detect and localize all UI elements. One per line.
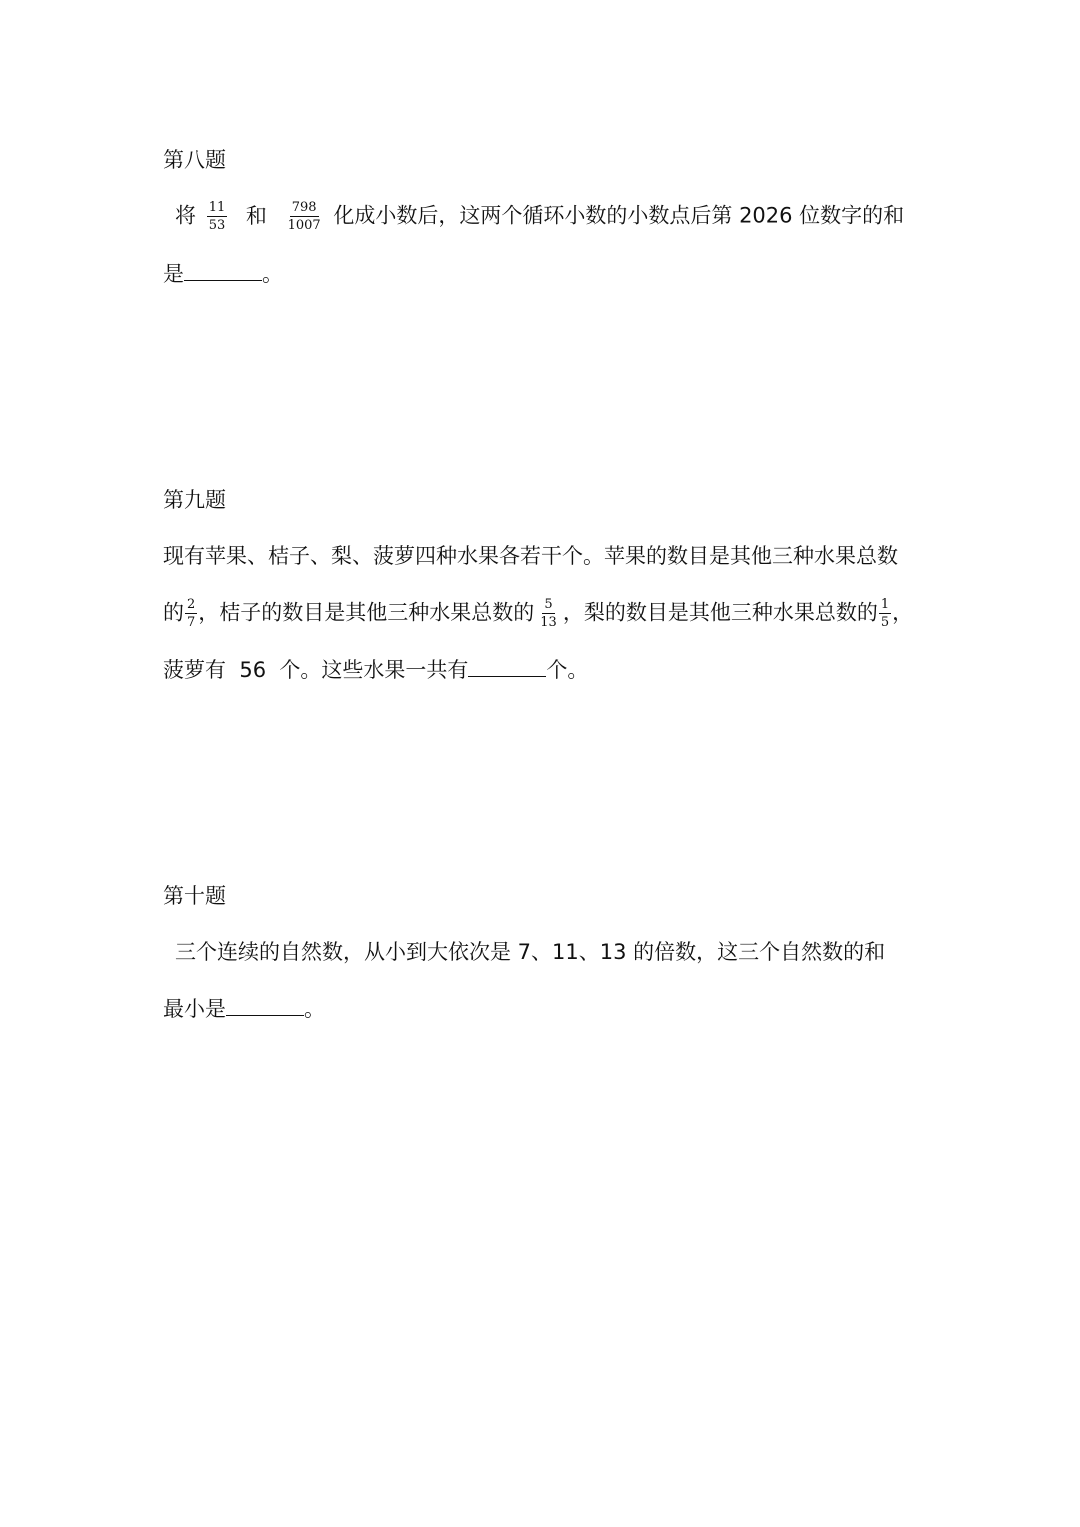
q9-fraction-1-numerator: 2 bbox=[187, 597, 196, 612]
q10-line-1: 三个连续的自然数，从小到大依次是 7、11、13 的倍数，这三个自然数的和 bbox=[175, 940, 886, 964]
q9-line-2 bbox=[163, 597, 913, 630]
q8-fraction-1-numerator: 11 bbox=[208, 200, 226, 215]
q8-text-post: 化成小数后，这两个循环小数的小数点后第 2026 位数字的和 bbox=[333, 203, 905, 228]
q9-line-3 bbox=[163, 655, 588, 685]
q8-line-1 bbox=[175, 200, 904, 233]
q10-line-2 bbox=[163, 994, 325, 1024]
q9-heading: 第九题 bbox=[163, 488, 226, 512]
q9-fraction-1-denominator: 7 bbox=[187, 615, 196, 630]
q8-fraction-2 bbox=[286, 200, 323, 233]
q9-line3-pre: 菠萝有 56 个。这些水果一共有 bbox=[163, 658, 469, 682]
q10-answer-blank[interactable] bbox=[226, 997, 304, 1016]
q9-fraction-2-numerator: 5 bbox=[544, 597, 553, 612]
q8-fraction-1 bbox=[207, 200, 228, 233]
q8-answer-blank[interactable] bbox=[184, 262, 262, 281]
q9-fraction-3-numerator: 1 bbox=[880, 597, 890, 612]
q8-line2-post: 。 bbox=[262, 262, 283, 286]
q8-fraction-2-denominator: 1007 bbox=[287, 218, 321, 233]
q9-fraction-3-denominator: 5 bbox=[880, 615, 890, 630]
q9-line-1: 现有苹果、桔子、梨、菠萝四种水果各若干个。苹果的数目是其他三种水果总数 bbox=[163, 544, 898, 568]
q8-line-2 bbox=[163, 259, 283, 289]
q9-text-a: 的 bbox=[163, 600, 184, 625]
q10-line2-post: 。 bbox=[304, 997, 325, 1021]
q8-fraction-2-numerator: 798 bbox=[291, 200, 317, 215]
q9-fraction-1 bbox=[185, 597, 197, 630]
q9-text-d: ， bbox=[892, 600, 914, 625]
q8-heading: 第八题 bbox=[163, 148, 226, 172]
q9-text-c: ，梨的数目是其他三种水果总数的 bbox=[562, 600, 878, 625]
q9-fraction-2 bbox=[538, 597, 559, 630]
q8-line2-pre: 是 bbox=[163, 262, 184, 286]
q9-fraction-3 bbox=[879, 597, 891, 630]
q9-answer-blank[interactable] bbox=[468, 658, 546, 677]
q9-line3-post: 个。 bbox=[546, 658, 589, 682]
q8-text-pre: 将 bbox=[175, 203, 196, 228]
q8-text-mid: 和 bbox=[245, 203, 267, 228]
q9-fraction-2-denominator: 13 bbox=[540, 615, 557, 630]
q8-fraction-1-denominator: 53 bbox=[208, 218, 226, 233]
q9-text-b: ，桔子的数目是其他三种水果总数的 bbox=[198, 600, 535, 625]
q10-heading: 第十题 bbox=[163, 884, 226, 908]
q10-line2-pre: 最小是 bbox=[163, 997, 226, 1021]
